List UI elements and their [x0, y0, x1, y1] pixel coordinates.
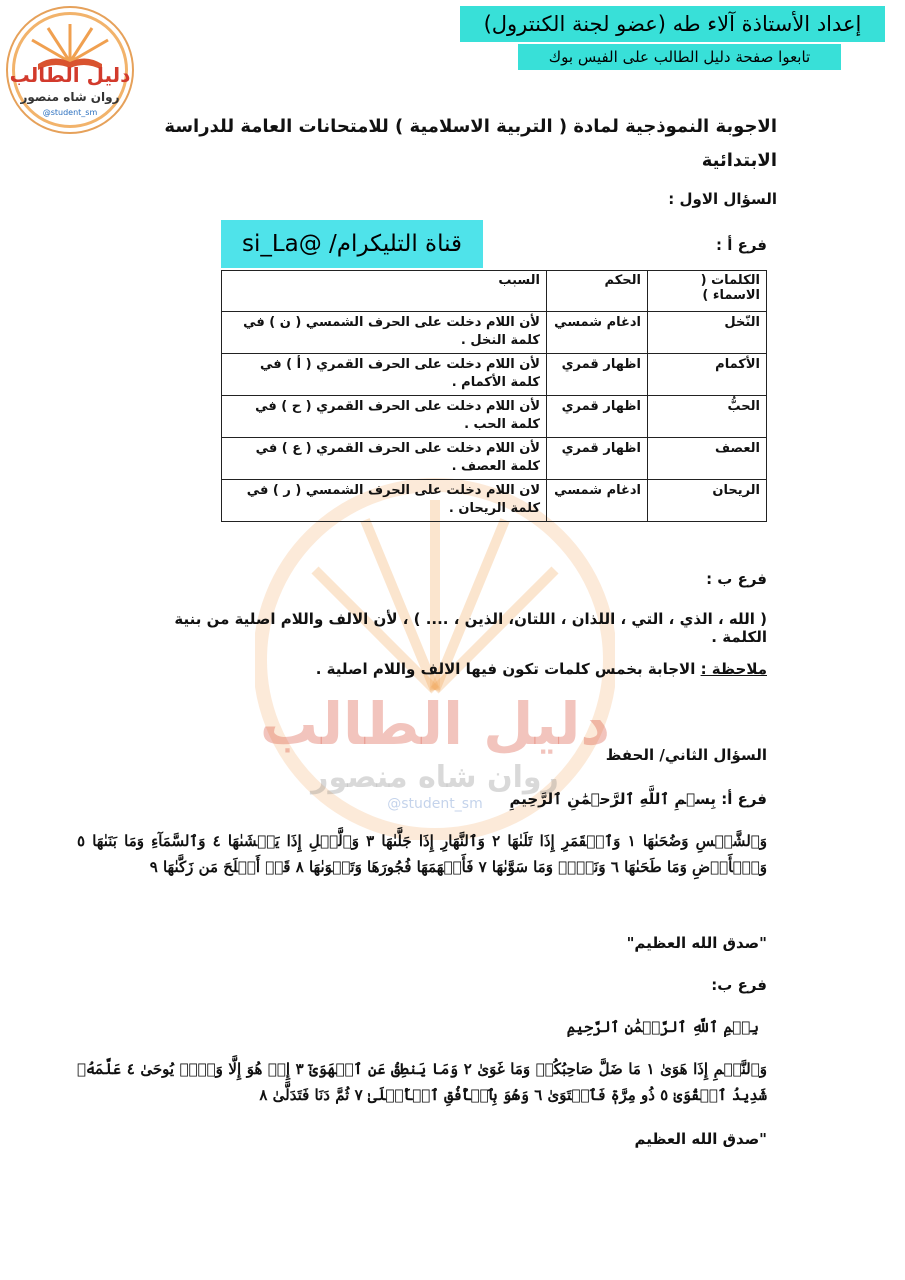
note-text: الاجابة بخمس كلمات تكون فيها الالف واللام اصلية .: [315, 660, 701, 678]
sadaq-text: "صدق الله العظيم: [634, 1130, 767, 1148]
watermark-name: دليل الطالب: [259, 690, 611, 758]
answer-table: [221, 270, 767, 522]
column-header: الحكم: [547, 271, 648, 312]
verse-najm: وَٱلنَّجۡمِ إِذَا هَوَىٰ ١ مَا ضَلَّ صَاحِبُكُمۡ وَمَا غَوَىٰ ٢ وَمَا يَنطِقُ عَنِ ٱلۡهَوَىٰٓ ٣ إِنۡ هُوَ إِلَّا وَحۡيٞ يُوحَىٰ ٤ عَلَّمَهُۥ شَدِيدُ ٱلۡقُوَىٰ ٥ ذُو مِرَّةٖ فَٱسۡتَوَىٰ ٦ وَهُوَ بِٱلۡأُفُقِ ٱلۡأَعۡلَىٰ ٧ ثُمَّ دَنَا فَتَدَلَّىٰ ٨: [77, 1060, 767, 1104]
q1-branch-a-label: فرع أ :: [716, 236, 767, 254]
column-header: السبب: [222, 271, 547, 312]
note-label: ملاحظة :: [700, 660, 767, 678]
table-cell: العصف: [648, 438, 767, 480]
table-cell: لأن اللام دخلت على الحرف الشمسي ( ن ) في كلمة النخل .: [222, 312, 547, 354]
watermark-author: روان شاه منصور: [311, 760, 559, 795]
q2-branch-b-label: فرع ب:: [711, 976, 767, 994]
basmala: بِسۡمِ ٱللَّهِ ٱلرَّحۡمَٰنِ ٱلرَّحِيمِ: [566, 1018, 759, 1036]
q2-branch-a-label: فرع أ: بِسۡمِ ٱللَّهِ ٱلرَّحۡمَٰنِ ٱلرَّحِيمِ: [509, 790, 767, 808]
table-cell: ادغام شمسي: [547, 312, 648, 354]
table-cell: اظهار قمري: [547, 354, 648, 396]
table-cell: الأكمام: [648, 354, 767, 396]
verse-shams: وَٱلشَّمۡسِ وَضُحَىٰهَا ١ وَٱلۡقَمَرِ إِذَا تَلَىٰهَا ٢ وَٱلنَّهَارِ إِذَا جَلَّىٰهَا ٣ وَٱلَّيۡلِ إِذَا يَغۡشَىٰهَا ٤ وَٱلسَّمَآءِ وَمَا بَنَىٰهَا ٥ وَٱلۡأَرۡضِ وَمَا طَحَىٰهَا ٦ وَنَفۡسٖ وَمَا سَوَّىٰهَا ٧ فَأَلۡهَمَهَا فُجُورَهَا وَتَقۡوَىٰهَا ٨ قَدۡ أَفۡلَحَ مَن زَكَّىٰهَا ٩: [77, 832, 768, 876]
table-cell: لان اللام دخلت على الحرف الشمسي ( ر ) في كلمة الريحان .: [222, 480, 547, 522]
q1-branch-b-answer: ( الله ، الذي ، التي ، اللذان ، اللتان، الذين ، .... ) ، لأن الالف واللام اصلية من بنية الكلمة .: [174, 610, 767, 646]
logo-name: دليل الطالب: [9, 63, 131, 87]
table-cell: اظهار قمري: [547, 438, 648, 480]
watermark-handle: @student_sm: [387, 796, 483, 812]
author-banner: إعداد الأستاذة آلاء طه (عضو لجنة الكنترول): [460, 6, 885, 42]
table-cell: ادغام شمسي: [547, 480, 648, 522]
page-title: الاجوبة النموذجية لمادة ( التربية الاسلامية ) للامتحانات العامة للدراسة الابتدائية: [164, 116, 777, 171]
note: [127, 660, 767, 678]
facebook-banner: تابعوا صفحة دليل الطالب على الفيس بوك: [518, 44, 841, 70]
table-header-row: [222, 271, 767, 312]
table-cell: الريحان: [648, 480, 767, 522]
logo-author: روان شاه منصور: [20, 90, 120, 104]
q1-branch-b-label: فرع ب :: [706, 570, 767, 588]
table-cell: الحبُّ: [648, 396, 767, 438]
table-cell: لأن اللام دخلت على الحرف القمري ( ح ) في كلمة الحب .: [222, 396, 547, 438]
table-row: [222, 396, 767, 438]
logo-handle: @student_sm: [42, 108, 98, 117]
telegram-channel-banner: قناة التليكرام/ @si_La: [221, 220, 483, 268]
sadaq-text: "صدق الله العظيم": [626, 934, 767, 952]
question-1-heading: السؤال الاول :: [668, 190, 777, 208]
table-row: [222, 354, 767, 396]
logo: [6, 6, 134, 134]
table-cell: لأن اللام دخلت على الحرف القمري ( أ ) في كلمة الأكمام .: [222, 354, 547, 396]
table-cell: النّخل: [648, 312, 767, 354]
table-row: [222, 480, 767, 522]
table-row: [222, 312, 767, 354]
table-cell: لأن اللام دخلت على الحرف القمري ( ع ) في كلمة العصف .: [222, 438, 547, 480]
table-cell: اظهار قمري: [547, 396, 648, 438]
column-header: الكلمات ( الاسماء ): [648, 271, 767, 312]
table-row: [222, 438, 767, 480]
question-2-heading: السؤال الثاني/ الحفظ: [605, 746, 767, 764]
